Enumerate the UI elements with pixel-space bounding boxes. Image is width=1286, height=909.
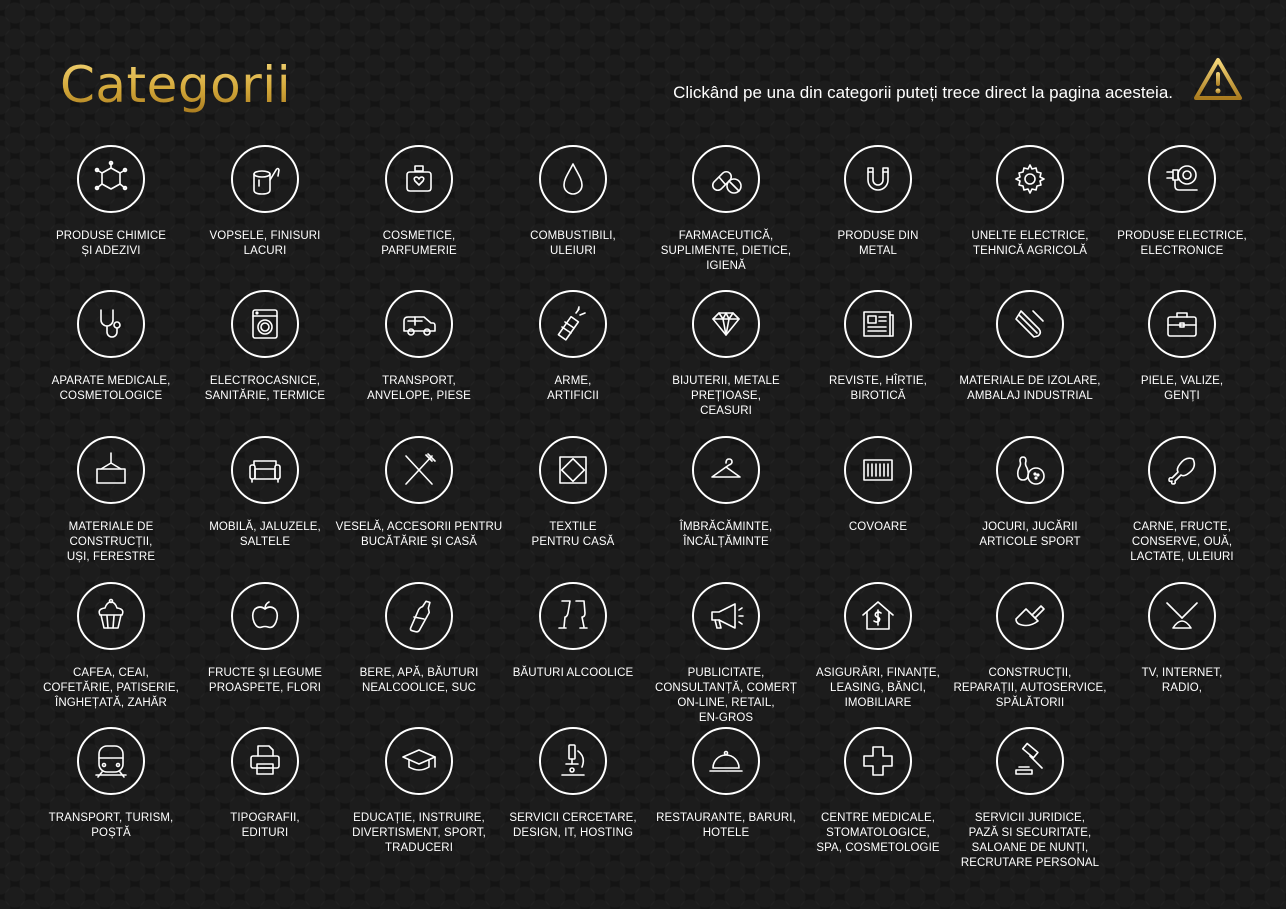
apple-icon xyxy=(246,597,284,635)
category-item[interactable] xyxy=(1094,582,1270,696)
category-label[interactable]: ARME, ARTIFICII xyxy=(547,375,599,402)
train-icon xyxy=(92,742,130,780)
category-item[interactable] xyxy=(790,290,966,404)
category-icon-circle[interactable] xyxy=(1148,436,1216,504)
category-item[interactable] xyxy=(790,436,966,535)
category-icon-circle[interactable] xyxy=(385,436,453,504)
category-label[interactable]: TRANSPORT, ANVELOPE, PIESE xyxy=(367,375,471,402)
category-item[interactable] xyxy=(485,145,661,259)
category-item[interactable] xyxy=(942,290,1118,404)
category-item[interactable] xyxy=(638,290,814,419)
category-icon-circle[interactable] xyxy=(844,727,912,795)
tape-roll-icon xyxy=(1011,305,1049,343)
category-label[interactable]: PUBLICITATE, CONSULTANȚĂ, COMERȚ ON-LINE, RETAIL, EN-GROS xyxy=(654,667,798,724)
category-icon-circle[interactable] xyxy=(1148,145,1216,213)
category-item[interactable] xyxy=(638,727,814,841)
briefcase-icon xyxy=(1163,305,1201,343)
category-label[interactable]: BĂUTURI ALCOOLICE xyxy=(512,667,634,679)
category-label[interactable]: VESELĂ, ACCESORII PENTRU BUCĂTĂRIE ȘI CASĂ xyxy=(335,521,503,548)
category-icon-circle[interactable] xyxy=(996,582,1064,650)
category-icon-circle[interactable] xyxy=(996,290,1064,358)
microscope-icon xyxy=(554,742,592,780)
category-icon-circle[interactable] xyxy=(844,436,912,504)
category-label[interactable]: CAFEA, CEAI, COFETĂRIE, PATISERIE, ÎNGHEȚATĂ, ZAHĂR xyxy=(43,667,179,709)
category-icon-circle[interactable] xyxy=(1148,290,1216,358)
category-icon-circle[interactable] xyxy=(231,290,299,358)
megaphone-icon xyxy=(707,597,745,635)
category-icon-circle[interactable] xyxy=(692,290,760,358)
category-icon-circle[interactable] xyxy=(1148,582,1216,650)
category-item[interactable] xyxy=(177,436,353,550)
category-label[interactable]: TIPOGRAFII, EDITURI xyxy=(230,812,300,839)
antenna-icon xyxy=(1163,597,1201,635)
category-icon-circle[interactable] xyxy=(385,727,453,795)
category-label[interactable]: MATERIALE DE IZOLARE, AMBALAJ INDUSTRIAL xyxy=(959,375,1101,402)
category-icon-circle[interactable] xyxy=(692,582,760,650)
category-label[interactable]: MATERIALE DE CONSTRUCȚII, UȘI, FERESTRE xyxy=(66,521,156,563)
category-item[interactable] xyxy=(331,582,507,696)
category-item[interactable] xyxy=(23,290,199,404)
category-icon-circle[interactable] xyxy=(996,727,1064,795)
van-icon xyxy=(400,305,438,343)
category-item[interactable] xyxy=(331,145,507,259)
category-item[interactable] xyxy=(942,145,1118,259)
category-item[interactable] xyxy=(638,145,814,274)
category-item[interactable] xyxy=(485,727,661,841)
gear-icon xyxy=(1011,160,1049,198)
category-item[interactable] xyxy=(790,727,966,856)
category-icon-circle[interactable] xyxy=(77,582,145,650)
category-item[interactable] xyxy=(485,290,661,404)
category-icon-circle[interactable] xyxy=(77,727,145,795)
category-icon-circle[interactable] xyxy=(231,436,299,504)
graduation-cap-icon xyxy=(400,742,438,780)
category-item[interactable] xyxy=(177,727,353,841)
category-item[interactable] xyxy=(942,582,1118,711)
category-item[interactable] xyxy=(1094,436,1270,565)
category-icon-circle[interactable] xyxy=(539,582,607,650)
gavel-icon xyxy=(1011,742,1049,780)
category-label[interactable]: JOCURI, JUCĂRII ARTICOLE SPORT xyxy=(979,521,1081,548)
category-item[interactable] xyxy=(331,290,507,404)
category-label[interactable]: PRODUSE CHIMICE ȘI ADEZIVI xyxy=(55,230,167,257)
category-label[interactable]: PRODUSE DIN METAL xyxy=(837,230,919,257)
category-icon-circle[interactable] xyxy=(996,145,1064,213)
stethoscope-icon xyxy=(92,305,130,343)
category-item[interactable] xyxy=(638,582,814,726)
category-label[interactable]: ÎMBRĂCĂMINTE, ÎNCĂLȚĂMINTE xyxy=(679,521,773,548)
category-label[interactable]: SERVICII JURIDICE, PAZĂ SI SECURITATE, SALOANE DE NUNȚI, RECRUTARE PERSONAL xyxy=(960,812,1100,869)
category-item[interactable] xyxy=(485,436,661,550)
category-label[interactable]: COSMETICE, PARFUMERIE xyxy=(381,230,457,257)
category-item[interactable] xyxy=(23,727,199,841)
bowling-icon xyxy=(1011,451,1049,489)
category-icon-circle[interactable] xyxy=(539,145,607,213)
medical-cross-icon xyxy=(859,742,897,780)
category-label[interactable]: PRODUSE ELECTRICE, ELECTRONICE xyxy=(1117,230,1247,257)
champagne-glasses-icon xyxy=(554,597,592,635)
category-label[interactable]: CENTRE MEDICALE, STOMATOLOGICE, SPA, COSMETOLOGIE xyxy=(816,812,940,854)
drumstick-icon xyxy=(1163,451,1201,489)
category-icon-circle[interactable] xyxy=(692,436,760,504)
category-icon-circle[interactable] xyxy=(385,145,453,213)
category-label[interactable]: TV, INTERNET, RADIO, xyxy=(1141,667,1223,694)
category-item[interactable] xyxy=(331,436,507,550)
bottle-icon xyxy=(400,597,438,635)
category-label[interactable]: BIJUTERII, METALE PREȚIOASE, CEASURI xyxy=(672,375,780,417)
category-label[interactable]: REVISTE, HÎRTIE, BIROTICĂ xyxy=(829,375,927,402)
category-icon-circle[interactable] xyxy=(539,290,607,358)
category-icon-circle[interactable] xyxy=(844,145,912,213)
category-label[interactable]: TRANSPORT, TURISM, POȘTĂ xyxy=(48,812,174,839)
category-item[interactable] xyxy=(331,727,507,856)
newspaper-icon xyxy=(859,305,897,343)
category-item[interactable] xyxy=(638,436,814,550)
category-icon-circle[interactable] xyxy=(996,436,1064,504)
category-icon-circle[interactable] xyxy=(844,290,912,358)
category-label[interactable]: CARNE, FRUCTE, CONSERVE, OUĂ, LACTATE, ULEIURI xyxy=(1130,521,1234,563)
pills-icon xyxy=(707,160,745,198)
category-label[interactable]: COVOARE xyxy=(848,521,908,533)
magnet-icon xyxy=(859,160,897,198)
category-label[interactable]: TEXTILE PENTRU CASĂ xyxy=(531,521,615,548)
sofa-icon xyxy=(246,451,284,489)
category-label[interactable]: CONSTRUCȚII, REPARAȚII, AUTOSERVICE, SPĂLĂTORII xyxy=(953,667,1107,709)
category-label[interactable]: COMBUSTIBILI, ULEIURI xyxy=(530,230,616,257)
washing-machine-icon xyxy=(246,305,284,343)
category-item[interactable] xyxy=(177,582,353,696)
category-label[interactable]: VOPSELE, FINISURI LACURI xyxy=(209,230,321,257)
category-item[interactable] xyxy=(790,582,966,711)
textile-icon xyxy=(554,451,592,489)
category-icon-circle[interactable] xyxy=(844,582,912,650)
category-label[interactable]: SERVICII CERCETARE, DESIGN, IT, HOSTING xyxy=(509,812,637,839)
molecule-icon xyxy=(92,160,130,198)
category-label[interactable]: FRUCTE ȘI LEGUME PROASPETE, FLORI xyxy=(207,667,323,694)
category-icon-circle[interactable] xyxy=(385,290,453,358)
category-label[interactable]: MOBILĂ, JALUZELE, SALTELE xyxy=(209,521,321,548)
category-item[interactable] xyxy=(177,290,353,404)
category-item[interactable] xyxy=(23,436,199,565)
page-title: Categorii xyxy=(60,56,292,114)
category-icon-circle[interactable] xyxy=(385,582,453,650)
perfume-bottle-icon xyxy=(400,160,438,198)
category-icon-circle[interactable] xyxy=(231,145,299,213)
category-icon-circle[interactable] xyxy=(539,727,607,795)
cloche-icon xyxy=(707,742,745,780)
category-label[interactable]: ELECTROCASNICE, SANITĂRIE, TERMICE xyxy=(204,375,326,402)
plug-icon xyxy=(1163,160,1201,198)
category-icon-circle[interactable] xyxy=(692,727,760,795)
category-icon-circle[interactable] xyxy=(77,290,145,358)
category-icon-circle[interactable] xyxy=(77,436,145,504)
category-label[interactable]: APARATE MEDICALE, COSMETOLOGICE xyxy=(51,375,171,402)
category-label[interactable]: PIELE, VALIZE, GENȚI xyxy=(1140,375,1224,402)
category-item[interactable] xyxy=(1094,290,1270,404)
category-item[interactable] xyxy=(177,145,353,259)
hint-text: Clickând pe una din categorii puteți trece direct la pagina acesteia. xyxy=(673,83,1173,102)
cupcake-icon xyxy=(92,597,130,635)
category-icon-circle[interactable] xyxy=(539,436,607,504)
category-item[interactable] xyxy=(942,436,1118,550)
category-item[interactable] xyxy=(23,582,199,711)
carpet-icon xyxy=(859,451,897,489)
fork-knife-icon xyxy=(400,451,438,489)
category-label[interactable]: EDUCAȚIE, INSTRUIRE, DIVERTISMENT, SPORT, TRADUCERI xyxy=(352,812,486,854)
category-item[interactable] xyxy=(1094,145,1270,259)
category-label[interactable]: UNELTE ELECTRICE, TEHNICĂ AGRICOLĂ xyxy=(971,230,1089,257)
category-label[interactable]: RESTAURANTE, BARURI, HOTELE xyxy=(656,812,796,839)
category-label[interactable]: BERE, APĂ, BĂUTURI NEALCOOLICE, SUC xyxy=(359,667,479,694)
firecracker-icon xyxy=(554,305,592,343)
category-item[interactable] xyxy=(485,582,661,681)
paint-bucket-icon xyxy=(246,160,284,198)
category-icon-circle[interactable] xyxy=(231,727,299,795)
category-label[interactable]: FARMACEUTICĂ, SUPLIMENTE, DIETICE, IGIENĂ xyxy=(660,230,792,272)
category-icon-circle[interactable] xyxy=(692,145,760,213)
category-item[interactable] xyxy=(790,145,966,259)
category-item[interactable] xyxy=(942,727,1118,871)
diamond-icon xyxy=(707,305,745,343)
category-icon-circle[interactable] xyxy=(231,582,299,650)
dollar-house-icon xyxy=(859,597,897,635)
trowel-icon xyxy=(1011,597,1049,635)
drop-icon xyxy=(554,160,592,198)
hanger-icon xyxy=(707,451,745,489)
category-icon-circle[interactable] xyxy=(77,145,145,213)
category-label[interactable]: ASIGURĂRI, FINANȚE, LEASING, BĂNCI, IMOBILIARE xyxy=(816,667,940,709)
category-item[interactable] xyxy=(23,145,199,259)
crane-load-icon xyxy=(92,451,130,489)
printer-icon xyxy=(246,742,284,780)
